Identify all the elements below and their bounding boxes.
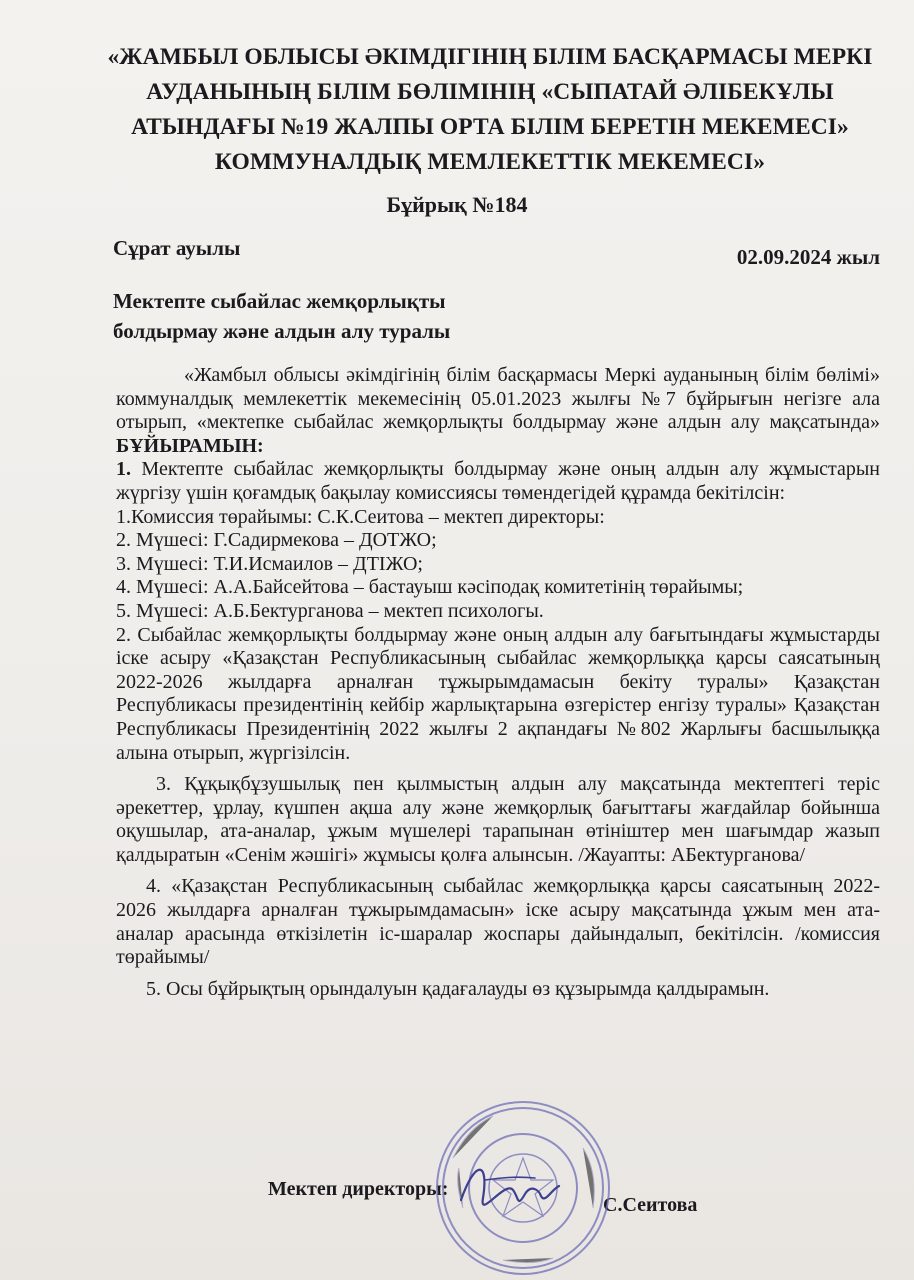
subject-line: Мектепте сыбайлас жемқорлықты [113, 289, 446, 313]
member-line: 2. Мүшесі: Г.Садирмекова – ДОТЖО; [116, 529, 437, 552]
item-5: 5. Осы бұйрықтың орындалуын қадағалауды өз құзырымда қалдырамын. [146, 977, 770, 1000]
member-line: 3. Мүшесі: Т.И.Исмаилов – ДТІЖО; [116, 552, 423, 575]
item-2: 2. Сыбайлас жемқорлықты болдырмау және оның алдын алу бағытындағы жұмыстарды іске асыру «Қазақстан Республикасының сыбайлас жемқорлыққа қарсы саясатының 2022-2026 жылдарға арналған тұжырымдамасын бекіту туралы» Қазақстан Республикасы президентінің кейбір жарлықтарына өзгерістер енгізу туралы» Қазақстан Республикасы Президентінің 2022 жылғы 2 ақпандағы №802 Жарлығы басшылыққа алына отырып, жүргізілсін. [116, 623, 880, 764]
item-1-number: 1. [116, 458, 131, 481]
subject-line: болдырмау және алдын алу туралы [113, 319, 451, 343]
signature-name: С.Сеитова [603, 1194, 698, 1216]
organization-header [95, 40, 885, 180]
header-line: АУДАНЫНЫҢ БІЛІМ БӨЛІМІНІҢ «СЫПАТАЙ ӘЛІБЕКҰЛЫ [146, 79, 834, 105]
item-1-text: Мектепте сыбайлас жемқорлықты болдырмау және оның алдын алу жұмыстарын жүргізу үшін қоғамдық бақылау комиссиясы төмендегідей құрамда бекітілсін: [116, 458, 881, 504]
header-line: АТЫНДАҒЫ №19 ЖАЛПЫ ОРТА БІЛІМ БЕРЕТІН МЕКЕМЕСІ» [131, 114, 849, 140]
item-1 [116, 458, 880, 505]
member-line: 1.Комиссия төрайымы: С.К.Сеитова – мектеп директоры: [116, 505, 605, 528]
order-command: БҰЙЫРАМЫН: [116, 434, 264, 457]
order-place: Сұрат ауылы [113, 236, 241, 260]
item-3: 3. Құқықбұзушылық пен қылмыстың алдын алу мақсатында мектептегі теріс әрекеттер, ұрлау, күшпен ақша алу және жемқорлық бағыттағы жағдайлар бойынша оқушылар, ата-аналар, ұжым мүшелері тарапынан өтініштер мен шағымдар жазып қалдыратын «Сенім жәшігі» жұмысы қолға алынсын. /Жауапты: АБектурганова/ [116, 773, 880, 866]
item-4: 4. «Қазақстан Республикасының сыбайлас жемқорлыққа қарсы саясатының 2022-2026 жылдарға арналған тұжырымдамасын» іске асыру мақсатында ұжым мен ата-аналар арасында өткізілетін іс-шаралар жоспары дайындалып, бекітілсін. /комиссия төрайымы/ [116, 875, 880, 969]
header-line: «ЖАМБЫЛ ОБЛЫСЫ ӘКІМДІГІНІҢ БІЛІМ БАСҚАРМАСЫ МЕРКІ [107, 44, 873, 70]
intro-paragraph [116, 364, 880, 458]
handwritten-signature [455, 1150, 565, 1230]
order-title: Бұйрық №184 [386, 192, 528, 217]
member-line: 4. Мүшесі: А.А.Байсейтова – бастауыш кәсіподақ комитетінің төрайымы; [116, 576, 744, 599]
member-line: 5. Мүшесі: А.Б.Бектурганова – мектеп психологы. [116, 599, 544, 622]
order-body [116, 364, 880, 1001]
order-date: 02.09.2024 жыл [736, 245, 880, 269]
intro-text: «Жамбыл облысы әкімдігінің білім басқармасы Меркі ауданының білім бөлімі» коммуналдық мемлекеттік мекемесінің 05.01.2023 жылғы №7 бұйрығын негізге ала отырып, «мектепке сыбайлас жемқорлықты болдырмау және алдын алу мақсатында» [116, 364, 880, 434]
header-line: КОММУНАЛДЫҚ МЕМЛЕКЕТТІК МЕКЕМЕСІ» [214, 149, 766, 175]
order-subject [113, 286, 450, 346]
signature-role: Мектеп директоры: [268, 1178, 449, 1200]
